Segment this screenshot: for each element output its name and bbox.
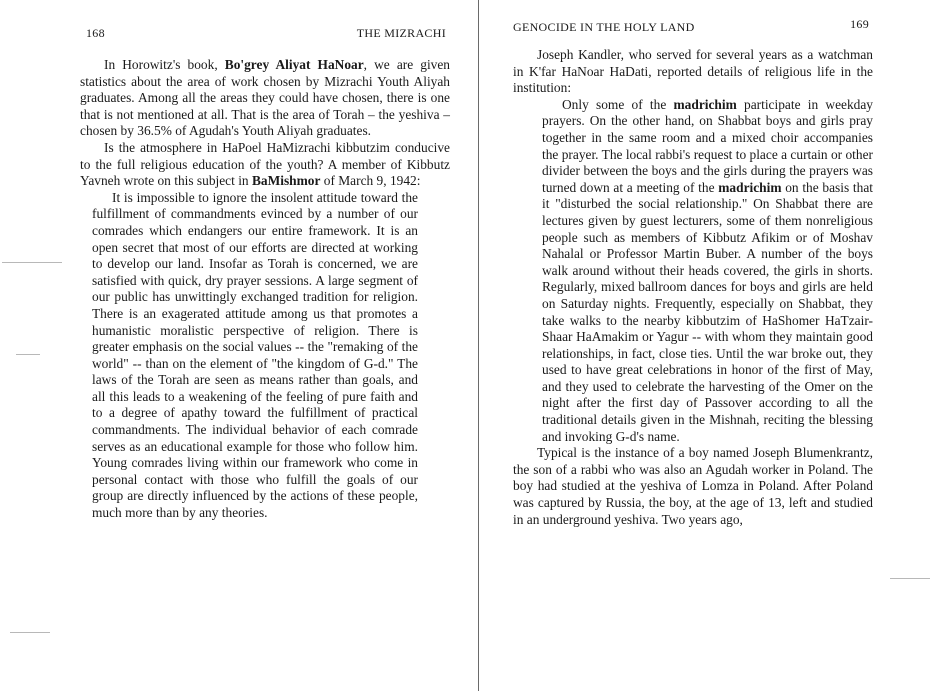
right-quote-text <box>542 97 873 445</box>
left-quote-text: It is impossible to ignore the insolent attitude toward the fulfillment of commandments evinced by a number of our comrades which endangers our entire framework. It is an open secret that most of our efforts are directed at working to develop our land. Insofar as Torah is concerned, we are satisfied with quick, dry prayer sessions. A large segment of our public has unwittingly exchanged tradition for religion. There is an exagerated attitude among us that promotes a humanistic moralistic perspective of religion. There is greater emphasis on the social values -- the "remaking of the world" -- than on the element of "the kingdom of G-d." The laws of the Torah are seen as means rather than goals, and all this leads to a weakening of the feeling of pure faith and to a degree of apathy toward the fulfillment of practical commandments. The individual behavior of each comrade serves as an educational example for those who follow him. Young comrades living within our framework who come in personal contact with those who fulfill the goals of our group are directly influenced by the actions of these people, much more than by any theories. <box>92 189 418 521</box>
right-running-head <box>513 17 873 42</box>
text-run: on the basis that it "disturbed the social relationship." On Shabbat there are lectures given by guest lecturers, some of them nonreligious people such as members of Kibbutz Afikim or of Moshav Nahalal or Professor Martin Buber. A number of the boys walk around without their heads covered, the girls in shorts. Regularly, mixed ballroom dances for boys and girls are held on Saturday nights. Frequently, especially on Shabbat, they take walks to the nearby kibbutzim of HaShomer HaTzair-Shaar HaAmakim or Yagur -- with whom they maintain good relationships, in fact, close ties. Until the war broke out, they used to have great celebrations in honor of the first of May, and they used to celebrate the harvesting of the Omer on the night after the first day of Passover according to all the traditional details given in the Mishnah, reciting the blessing and invoking G-d's name. <box>542 179 873 444</box>
scan-speck <box>2 262 62 263</box>
right-block-quote <box>542 97 873 445</box>
scan-speck <box>10 632 50 633</box>
right-paragraph-1: Joseph Kandler, who served for several years as a watchman in K'far HaNoar HaDati, reported details of religious life in the institution: <box>513 47 873 96</box>
book-title: Bo'grey Aliyat HaNoar <box>224 57 364 72</box>
right-paragraph-2: Typical is the instance of a boy named Joseph Blumenkrantz, the son of a rabbi who was also an Agudah worker in Poland. The boy had studied at the yeshiva of Lomza in Poland. After Poland was captured by Russia, the boy, at the age of 13, left and studied in an underground yeshiva. Two years ago, <box>513 445 873 527</box>
text-run: , we are given statistics about the area of work chosen by Mizrachi Youth Aliyah graduates. Among all the areas they could have chosen, there is one that is not mentioned at all. That is the area of Torah – the yeshiva – chosen by 36.5% of Agudah's Youth Aliyah graduates. <box>80 57 450 139</box>
right-running-title: GENOCIDE IN THE HOLY LAND <box>513 20 695 34</box>
publication-title: BaMishmor <box>251 173 321 189</box>
term-madrichim: madrichim <box>718 179 782 195</box>
left-block-quote <box>92 190 418 522</box>
term-madrichim: madrichim <box>673 96 737 112</box>
left-paragraph-1 <box>80 57 450 140</box>
text-run: Is the atmosphere in HaPoel HaMizrachi kibbutzim conducive to the full religious education of the youth? A member of Kibbutz Yavneh wrote on this subject in <box>80 139 450 189</box>
left-running-head <box>80 26 450 42</box>
book-gutter <box>478 0 479 691</box>
left-page-number: 168 <box>86 26 105 40</box>
text-run: of March 9, 1942: <box>320 173 421 189</box>
right-page-number: 169 <box>850 17 869 31</box>
right-body-text <box>513 47 873 528</box>
left-paragraph-2 <box>80 140 450 190</box>
left-running-title: THE MIZRACHI <box>356 26 446 40</box>
text-run: In Horowitz's book, <box>104 57 225 72</box>
scan-speck <box>890 578 930 579</box>
text-run: Only some of the <box>562 96 674 112</box>
text-run: participate in weekday prayers. On the other hand, on Shabbat boys and girls pray together in the same room and a mixed choir accompanies the prayer. The local rabbi's request to place a curtain or other divider between the boys and the girls during the prayers was turned down at a meeting of the <box>542 96 873 195</box>
scan-speck <box>16 354 40 355</box>
left-body-text <box>80 57 450 522</box>
